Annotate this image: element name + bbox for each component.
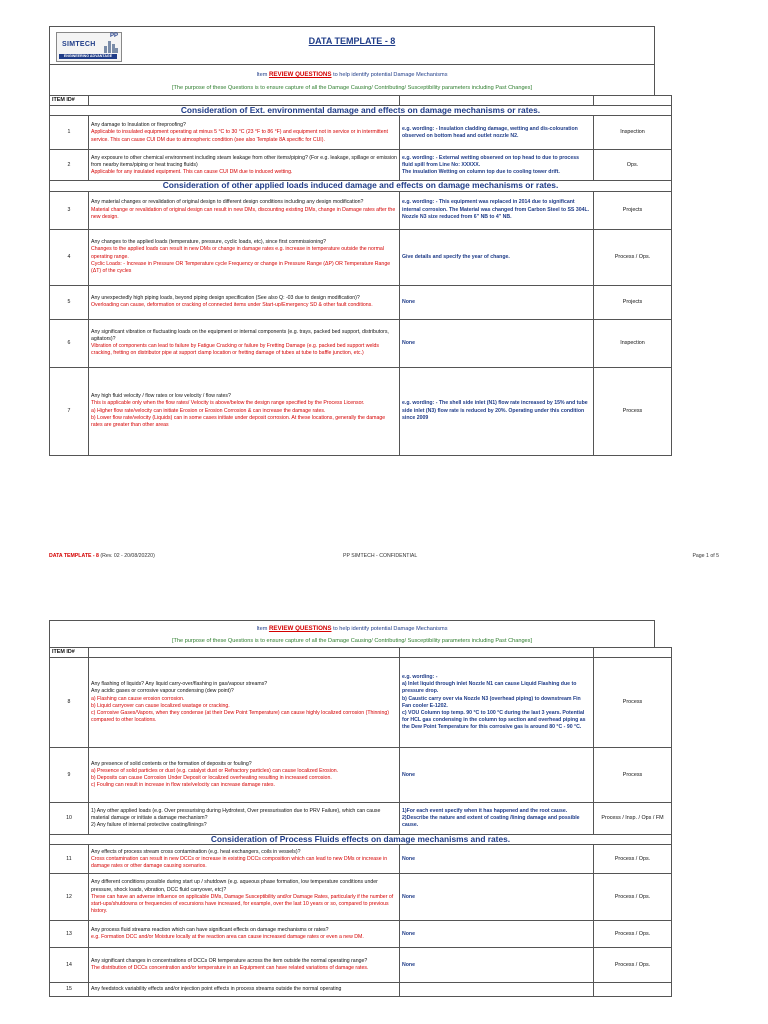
- question-text: Any feedstock variability effects and/or injection point effects in process streams outside the normal operating: [91, 986, 342, 993]
- question-text: Any process fluid streams reaction which can have significant effects on damage mechanisms or rates?: [91, 927, 329, 934]
- section-heading-row: [50, 106, 672, 116]
- intro-band: [49, 64, 655, 95]
- page-1: [49, 26, 655, 456]
- responsibility-cell: Process: [594, 658, 672, 748]
- example-cell: [400, 983, 594, 997]
- page-2: [49, 620, 664, 997]
- question-cell: [89, 150, 400, 181]
- footer-page: Page 1 of 5: [692, 553, 719, 559]
- responsibility-cell: Process / Insp. / Ops / FM: [594, 803, 672, 835]
- question-cell: [89, 921, 400, 948]
- item-id: 14: [50, 948, 89, 983]
- question-row: [50, 319, 672, 367]
- item-id: 13: [50, 921, 89, 948]
- question-row: [50, 748, 672, 803]
- responsibility-cell: Inspection: [594, 116, 672, 150]
- question-rationale: a) Presence of solid particles or dust (e.g. catalyst dust or Refractory particles) can cause localized Erosion. b) Deposits can cause Corrosion Under Deposit or localized overheating resulting in increased corrosion. c) Fouling can result in increase in flow rate/velocity can increase damage rates.: [91, 768, 339, 789]
- question-cell: [89, 319, 400, 367]
- question-row: [50, 285, 672, 319]
- question-row: [50, 150, 672, 181]
- example-cell: None: [400, 748, 594, 803]
- question-text: Any damage to Insulation or fireproofing?: [91, 122, 186, 129]
- questions-table-2: [49, 647, 672, 997]
- responsibility-cell: Projects: [594, 191, 672, 229]
- example-cell: e.g. wording: - This equipment was replaced in 2014 due to significant internal corrosion. The Material was changed from Carbon Steel to SS 304L. Nozzle N3 size reduced from 6" NB to 4" NB.: [400, 191, 594, 229]
- question-rationale: Applicable to insulated equipment operating at minus 5 °C to 30 °C (23 °F to 86 °F) and equipment not in service or in intermittent service. This can cause CUI DM due to atmospheric condition (see also Template 8A specific for CUI).: [91, 129, 388, 143]
- responsibility-cell: Process / Ops.: [594, 921, 672, 948]
- question-row: [50, 191, 672, 229]
- example-cell: None: [400, 874, 594, 921]
- question-cell: [89, 367, 400, 455]
- intro-band-2: [49, 620, 655, 647]
- question-rationale: The distribution of DCCs concentration and/or temperature in an Equipment can have related variations of damage rates.: [91, 965, 369, 972]
- item-id-header-2: ITEM ID#: [50, 648, 89, 658]
- question-cell: [89, 983, 400, 997]
- item-id: 5: [50, 285, 89, 319]
- question-cell: [89, 748, 400, 803]
- question-text: Any high fluid velocity / flow rates or low velocity / flow rates?: [91, 393, 231, 400]
- section-heading: Consideration of other applied loads induced damage and effects on damage mechanisms or rates.: [50, 181, 672, 191]
- question-cell: [89, 229, 400, 285]
- question-row: [50, 229, 672, 285]
- example-cell: None: [400, 285, 594, 319]
- question-text: Any flashing of liquids? Any liquid carry-over/flashing in gas/vapour streams? Any acidic gases or corrosive vapour condensing (dew point)?: [91, 681, 268, 695]
- question-cell: [89, 948, 400, 983]
- question-text: Any presence of solid contents or the formation of deposits or fouling?: [91, 760, 252, 767]
- purpose-line: [The purpose of these Questions is to ensure capture of all the Damage Causing/ Contributing/ Susceptibility parameters including Past Changes]: [171, 85, 533, 91]
- example-cell: 1)For each event specify when it has happened and the root cause. 2)Describe the nature and extent of coating /lining damage and possible cause.: [400, 803, 594, 835]
- item-id: 1: [50, 116, 89, 150]
- item-id: 9: [50, 748, 89, 803]
- responsibility-cell: Inspection: [594, 319, 672, 367]
- responsibility-cell: Process: [594, 748, 672, 803]
- responsibility-cell: Process: [594, 367, 672, 455]
- question-cell: [89, 845, 400, 874]
- example-cell: Give details and specify the year of change.: [400, 229, 594, 285]
- example-cell: e.g. wording: - External wetting observed on top head to due to process fluid spill from Line No: XXXXX. The insulation Wetting on column top due to cooling tower drift.: [400, 150, 594, 181]
- responsibility-cell: Process / Ops.: [594, 845, 672, 874]
- section-heading: Consideration of Process Fluids effects on damage mechanisms and rates.: [50, 835, 672, 845]
- example-cell: e.g. wording: - Insulation cladding damage, wetting and dis-colouration observed on bottom head and outlet nozzle N2.: [400, 116, 594, 150]
- intro-line-2: Item REVIEW QUESTIONS to help identify potential Damage Mechanisms: [256, 625, 448, 632]
- question-cell: [89, 658, 400, 748]
- question-rationale: Cross contamination can result in new DCCs or increase in existing DCCs composition which can lead to new DMs or increase in damage rates or other damage causing scenarios.: [91, 855, 388, 869]
- example-cell: e.g. wording: - The shell side inlet (N1) flow rate increased by 15% and tube side inlet (N3) flow rate is reduced by 20%. Operating under this condition since 2009: [400, 367, 594, 455]
- item-id: 11: [50, 845, 89, 874]
- question-text: Any exposure to other chemical environment including steam leakage from other items/piping? (For e.g. leakage, spillage or emission from nearby items/piping or heat tracing fluids): [91, 154, 397, 168]
- question-rationale: e.g. Formation DCC and/or Moisture locally at the reaction area can cause increased damage rates or even a new DM.: [91, 934, 364, 941]
- footer-left: DATA TEMPLATE - 8 (Rev. 02 - 20/08/20220): [49, 553, 155, 559]
- question-cell: [89, 803, 400, 835]
- question-text: Any material changes or revalidation of original design to different design conditions including any design modification?: [91, 199, 364, 206]
- question-text: Any effects of process stream cross contamination (e.g. heat exchangers, coils in vessels)?: [91, 848, 301, 855]
- question-rationale: Material change or revalidation of original design can result in new DMs, discounting existing DMs, change in Damage rates after the new design.: [91, 206, 396, 220]
- question-row: [50, 803, 672, 835]
- item-id: 10: [50, 803, 89, 835]
- question-text: Any unexpectedly high piping loads, beyond piping design specification (See also Q: -03 due to design modification)?: [91, 294, 360, 301]
- questions-table-1: [49, 95, 672, 456]
- purpose-line-2: [The purpose of these Questions is to ensure capture of all the Damage Causing/ Contributing/ Susceptibility parameters including Past Changes]: [171, 638, 533, 644]
- question-rationale: a) Flashing can cause erosion corrosion. b) Liquid carryover can cause localized wastage or cracking. c) Corrosive Gases/Vapors, when they condense (at their Dew Point Temperature) can cause highly localized corrosion (Thinning) compared to other locations.: [91, 695, 389, 724]
- item-id: 12: [50, 874, 89, 921]
- question-row: [50, 367, 672, 455]
- question-rationale: These can have an adverse influence on applicable DMs, Damage Susceptibility and/or Damage Rates, particularly if the number of start-ups/shutdowns or frequencies of excursions have increased, for example, over the last 10 years or so, compared to previous history.: [91, 893, 394, 915]
- section-heading: Consideration of Ext. environmental damage and effects on damage mechanisms or rates.: [50, 106, 672, 116]
- example-cell: None: [400, 948, 594, 983]
- page-header: [49, 26, 655, 64]
- intro-line: Item REVIEW QUESTIONS to help identify potential Damage Mechanisms: [256, 71, 448, 78]
- section-heading-row: [50, 835, 672, 845]
- example-cell: None: [400, 319, 594, 367]
- example-cell: None: [400, 921, 594, 948]
- question-row: [50, 845, 672, 874]
- question-cell: [89, 285, 400, 319]
- logo-name: SIMTECH: [62, 41, 96, 48]
- question-rationale: Overloading can cause, deformation or cracking of connected items under Start-up/Emergency SD & other fault conditions.: [91, 302, 373, 309]
- section-heading-row: [50, 181, 672, 191]
- item-id: 2: [50, 150, 89, 181]
- question-text: Any significant vibration or fluctuating loads on the equipment or internal components (e.g. trays, packed bed support, distributors, agitators)?: [91, 328, 389, 342]
- responsibility-cell: Ops.: [594, 150, 672, 181]
- question-row: [50, 921, 672, 948]
- logo-pp: PP: [109, 33, 118, 39]
- question-rationale: This is applicable only when the flow rates/ Velocity is above/below the design range specified by the Process Licensor. a) Higher flow rate/velocity can initiate Erosion or Erosion Corrosion & can increase the damage rates. b) Lower flow rate/velocity (Liquids) can in some cases initiate under deposit corrosion. At these locations, generally the damage rates are greater than other areas: [91, 400, 386, 428]
- question-text: Any significant changes in concentrations of DCCs OR temperature across the item outside the normal operating range?: [91, 958, 368, 965]
- question-cell: [89, 874, 400, 921]
- question-row: [50, 658, 672, 748]
- example-cell: None: [400, 845, 594, 874]
- question-text: 1) Any other applied loads (e.g. Over pressurising during Hydrotest, Over pressurisation due to PRV Failure), which can cause material damage or initiate a damage mechanism? 2) Any failure of internal protective coating/linings?: [91, 807, 381, 829]
- question-rationale: Vibration of components can lead to failure by Fatigue Cracking or failure by Fretting Damage (e.g. packed bed support welds cracking, fretting on distributor pipe at support clamp location or fretting damage of tubes at tube to baffle junction, etc.): [91, 343, 379, 357]
- question-row: [50, 983, 672, 997]
- question-text: Any changes to the applied loads (temperature, pressure, cyclic loads, etc), since first commissioning?: [91, 239, 326, 246]
- question-row: [50, 116, 672, 150]
- item-id: 8: [50, 658, 89, 748]
- page-title: DATA TEMPLATE - 8: [308, 36, 396, 46]
- item-id: 3: [50, 191, 89, 229]
- example-cell: e.g. wording: - a) Inlet liquid through inlet Nozzle N1 can cause Liquid Flashing due to pressure drop. b) Caustic carry over via Nozzle N3 (overhead piping) to downstream Fin Fan cooler E-1202. c) VOU Column top temp. 90 °C to 100 °C during the last 3 years. Potential for HCL gas condensing in the column top section and overhead piping as the Dew Point Temperature for this corrosive gas is around 80 °C - 90 °C.: [400, 658, 594, 748]
- question-rationale: Applicable for any insulated equipment. This can cause CUI DM due to induced wetting.: [91, 169, 293, 175]
- item-id: 4: [50, 229, 89, 285]
- item-id: 6: [50, 319, 89, 367]
- responsibility-cell: Process / Ops.: [594, 874, 672, 921]
- item-id: 15: [50, 983, 89, 997]
- question-cell: [89, 116, 400, 150]
- responsibility-cell: Projects: [594, 285, 672, 319]
- responsibility-cell: Process / Ops.: [594, 948, 672, 983]
- question-text: Any different conditions possible during start up / shutdown (e.g. aqueous phase formation, low temperature conditions under pressure, shock loads, vibration, DCC fluid carryover, etc)?: [91, 879, 378, 893]
- question-cell: [89, 191, 400, 229]
- responsibility-cell: [594, 983, 672, 997]
- question-rationale: Changes to the applied loads can result in new DMs or change in damage rates e.g. increase in temperature outside the normal operating range. Cyclic Loads: - Increase in Pressure OR Temperature cycle Frequency or change in Pressure Range (ΔP) OR Temperature Range (ΔT) of the cycles: [91, 246, 391, 274]
- item-id: 7: [50, 367, 89, 455]
- question-row: [50, 874, 672, 921]
- question-row: [50, 948, 672, 983]
- responsibility-cell: Process / Ops.: [594, 229, 672, 285]
- item-id-header: ITEM ID#: [50, 96, 89, 106]
- logo-tagline: ENGINEERING ADVANTAGE: [59, 54, 117, 59]
- footer-center: PP SIMTECH - CONFIDENTIAL: [343, 553, 418, 559]
